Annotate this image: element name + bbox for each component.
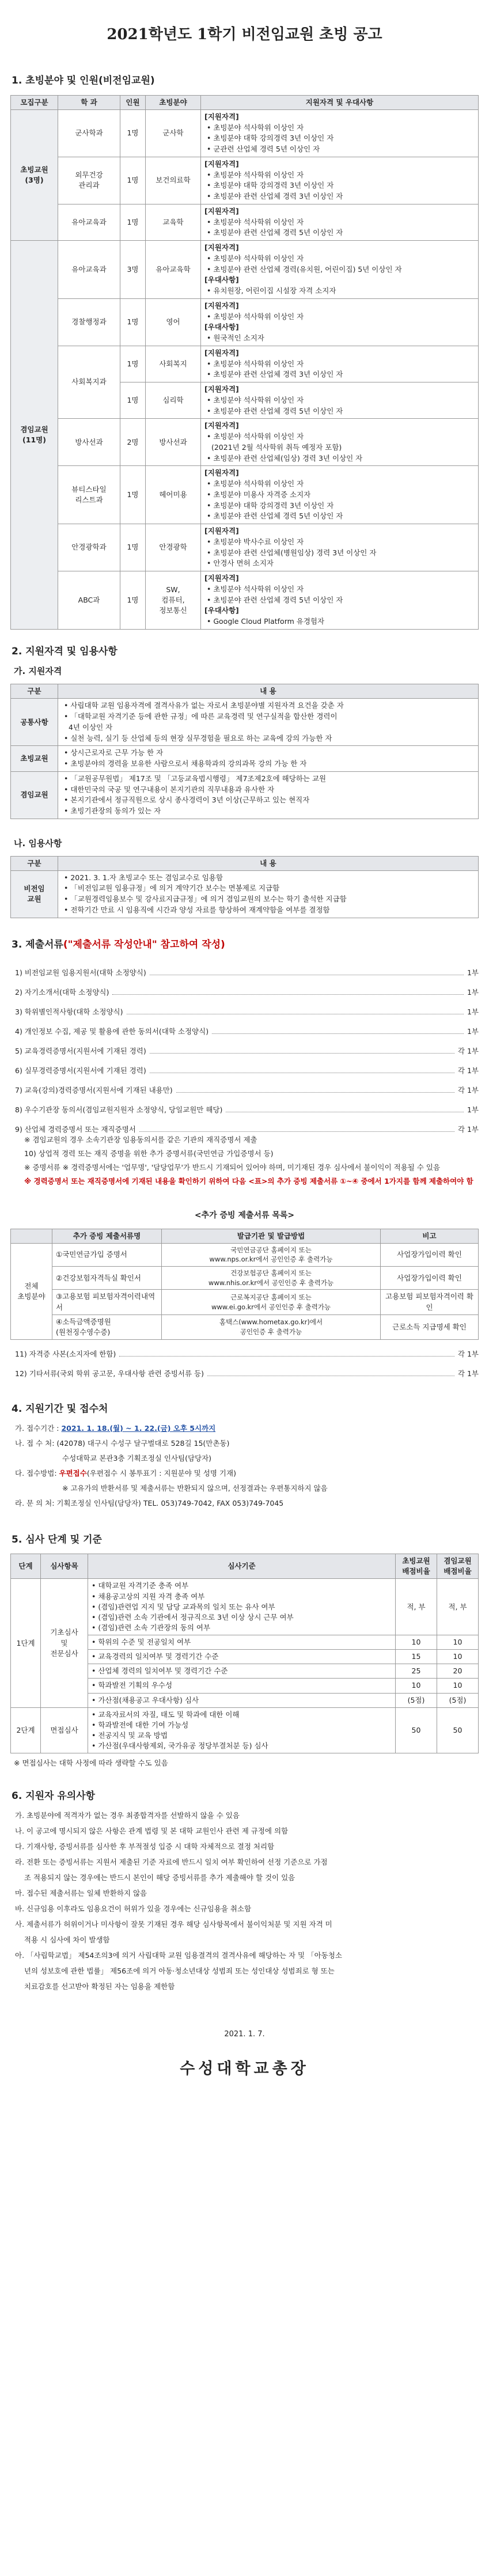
group-label: 겸임교원 (11명) [11, 241, 58, 630]
applicant-note: 사. 제출서류가 허위이거나 미사항이 잘못 기재된 경우 해당 심사항목에서 불이익처분 및 지원 자격 미 [15, 1919, 332, 1929]
document-name: 12) 기타서류(국외 학위 공고문, 우대사항 관련 증빙서류 등) [15, 1369, 204, 1378]
dot-leader [119, 1356, 454, 1357]
qual-line: • 초빙분야 석사학위 이상인 자 [207, 395, 304, 404]
qualification-cell [201, 571, 479, 630]
qual-line: • 초빙분야 관련 산업체 경력 3년 이상인 자 [207, 192, 343, 201]
row-content [58, 771, 479, 819]
document-count: 1부 [467, 988, 479, 997]
section-5-title: 5. 심사 단계 및 기준 [12, 1533, 102, 1545]
apply-item [10, 1423, 479, 1438]
qual-line: • 초빙분야 석사학위 이상인 자 [207, 312, 304, 321]
count-cell: 1명 [120, 109, 146, 157]
documents-list-after [10, 1340, 479, 1379]
apply-item [10, 1483, 479, 1498]
document-item [15, 1076, 479, 1096]
count-cell: 1명 [120, 382, 146, 419]
dept-cell: 방사선과 [58, 419, 120, 466]
qual-line: • 초빙분야 석사학위 이상인 자 [207, 123, 304, 132]
count-cell: 3명 [120, 241, 146, 299]
col-header-score-b: 겸임교원 배점비율 [437, 1554, 479, 1579]
qual-heading: [지원자격] [204, 468, 239, 478]
qualification-cell [201, 524, 479, 571]
qualification-cell [201, 204, 479, 240]
apply-highlight: 우편접수 [59, 1468, 87, 1478]
apply-text: 수성대학교 본관3층 기획조정실 인사팀(담당자) [62, 1453, 212, 1463]
dept-cell: 사회복지과 [58, 346, 120, 419]
issuer-cell: 국민연금공단 홈페이지 또는 www.nps.or.kr에서 공인인증 후 출력가능 [162, 1243, 381, 1266]
issue-date: 2021. 1. 7. [224, 2029, 265, 2039]
document-item [15, 1017, 479, 1037]
apply-text: 가. 접수기간 : [15, 1423, 62, 1433]
col-header-count: 인원 [120, 95, 146, 109]
score-b-cell: 50 [437, 1707, 479, 1753]
doc-name-cell: ④소득금액증명원 (원천징수영수증) [52, 1314, 162, 1339]
note-cell: 사업장가입이력 확인 [381, 1267, 479, 1290]
table-row [11, 699, 479, 746]
field-cell: 교육학 [146, 204, 201, 240]
qual-heading: [지원자격] [204, 421, 239, 430]
qualification-cell [201, 298, 479, 346]
position-row [11, 109, 479, 157]
content-line: • 실천 능력, 실기 등 산업체 등의 현장 실무경험을 필요로 하는 교육에 강의 가능한 자 [64, 733, 332, 743]
qualification-cell [201, 241, 479, 299]
extra-docs-table [10, 1229, 479, 1340]
qual-line: • 초빙분야 대학 강의경력 3년 이상인 자 [207, 501, 334, 510]
content-line: • 「대학교원 자격기준 등에 관한 규정」에 따른 교육경력 및 연구실적을 합산한 경력이 [64, 712, 338, 721]
score-a-cell: 10 [396, 1679, 437, 1693]
qual-line: • 초빙분야 박사수료 이상인 자 [207, 537, 304, 546]
document-name: 3) 학위별인적사항(대학 소정양식) [15, 1007, 123, 1017]
field-cell: 영어 [146, 298, 201, 346]
document-count: 1부 [467, 1007, 479, 1017]
qual-line: • 초빙분야 관련 산업체 경력(유치원, 어린이집) 5년 이상인 자 [207, 264, 402, 274]
section-3-title-text: 3. 제출서류 [12, 938, 63, 950]
row-label: 초빙교원 [11, 746, 58, 772]
document-count: 각 1부 [457, 1086, 479, 1095]
position-row [11, 346, 479, 382]
document-item [15, 998, 479, 1017]
row-content [58, 699, 479, 746]
qual-line: • 초빙분야 석사학위 이상인 자 [207, 432, 304, 441]
content-line: • 초빙기관장의 동의가 있는 자 [64, 806, 161, 816]
screening-row [11, 1707, 479, 1753]
section-3-title-ref: ("제출서류 작성안내" 참고하여 작성) [63, 938, 225, 950]
qual-line: • 초빙분야 관련 산업체(병원임상) 경력 3년 이상인 자 [207, 548, 377, 557]
col-header-field: 초빙분야 [146, 95, 201, 109]
apply-text: 라. 문 의 처: 기획조정실 인사팀(담당자) TEL. 053)749-7042, FAX 053)749-7045 [15, 1498, 284, 1507]
col-header-content: 내 용 [58, 856, 479, 870]
col-header-content: 내 용 [58, 684, 479, 699]
criteria-cell: • 산업체 경력의 일치여부 및 경력기간 수준 [88, 1664, 396, 1679]
qual-line: • 초빙분야 미용사 자격증 소지자 [207, 490, 311, 499]
category-cell: 기초심사 및 전문심사 [41, 1579, 88, 1707]
applicant-note: 적용 시 심사에 차이 발생함 [15, 1935, 110, 1944]
qual-line: • 초빙분야 관련 산업체 경력 5년 이상인 자 [207, 595, 343, 604]
row-label: 공통사항 [11, 699, 58, 746]
qual-line: • 초빙분야 석사학위 이상인 자 [207, 584, 304, 593]
applicant-notes-list [10, 1810, 479, 1997]
criteria-cell: • 학과발전 기획의 우수성 [88, 1679, 396, 1693]
applicant-note: 년의 성보호에 관한 법률」 제56조에 의거 아동·청소년대상 성범죄 또는 성인대상 성범죄로 형 또는 [15, 1966, 335, 1975]
col-header-type: 구분 [11, 684, 58, 699]
position-row [11, 571, 479, 630]
applicant-note: 라. 전환 또는 증빙서류는 지원서 제출된 기준 자료에 반드시 일치 여부 확인하여 선정 기준으로 가점 [15, 1857, 328, 1866]
qual-line: • 초빙분야 관련 산업체 경력 3년 이상인 자 [207, 370, 343, 379]
col-header-category: 모집구분 [11, 95, 58, 109]
section-6-title: 6. 지원자 유의사항 [12, 1790, 96, 1802]
group-label: 전체 초빙분야 [11, 1243, 52, 1339]
qual-line: • 초빙분야 관련 산업체 경력 5년 이상인 자 [207, 406, 343, 415]
score-b-cell: 10 [437, 1635, 479, 1650]
content-line: • 「교원공무원법」 제17조 및 「고등교육법시행령」 제7조제2호에 해당하는 교원 [64, 774, 327, 783]
document-name: 11) 자격증 사본(소지자에 한함) [15, 1349, 116, 1358]
position-row [11, 419, 479, 466]
eligibility-table [10, 684, 479, 819]
document-name: 2) 자기소개서(대학 소정양식) [15, 988, 109, 997]
col-header-qual: 지원자격 및 우대사항 [201, 95, 479, 109]
score-a-cell: 50 [396, 1707, 437, 1753]
field-cell: 심리학 [146, 382, 201, 419]
document-count: 1부 [467, 1027, 479, 1036]
qual-heading: [지원자격] [204, 348, 239, 357]
applicant-note: 나. 이 공고에 명시되지 않은 사항은 관계 법령 및 본 대학 교원인사 관련 제 규정에 의함 [15, 1826, 289, 1835]
criteria-cell: • 학위의 수준 및 전공일치 여부 [88, 1635, 396, 1650]
section-1-title: 1. 초빙분야 및 인원(비전임교원) [12, 75, 155, 86]
qual-line: • 원국적인 소지자 [207, 334, 264, 343]
warning-note: ※ 경력증명서 또는 재직증명서에 기재된 내용을 확인하기 위하여 다음 <표>의 추가 증빙 제출서류 ①~④ 중에서 1가지를 함께 제출하여야 함 [24, 1177, 473, 1186]
col-header-dept: 학 과 [58, 95, 120, 109]
issuer-name: 수성대학교총장 [180, 2059, 309, 2078]
score-b-cell: 적, 부 [437, 1579, 479, 1635]
doc-name-cell: ①국민연금가입 증명서 [52, 1243, 162, 1266]
doc-name-cell: ②건강보험자격득실 확인서 [52, 1267, 162, 1290]
extra-doc-row [11, 1267, 479, 1290]
extra-doc-row [11, 1314, 479, 1339]
apply-text: ※ 고유가의 반환서류 및 제출서류는 반환되지 않으며, 선정결과는 우편통지하지 않음 [62, 1483, 328, 1492]
documents-notes [10, 1135, 479, 1190]
appointment-table [10, 856, 479, 918]
dept-cell: 유아교육과 [58, 204, 120, 240]
apply-text: 나. 접 수 처: (42078) 대구시 수성구 달구벌대로 528길 15(만촌동) [15, 1438, 230, 1448]
score-b-cell: 20 [437, 1664, 479, 1679]
document-item [15, 1056, 479, 1076]
qual-line: • 초빙분야 석사학위 이상인 자 [207, 253, 304, 263]
extra-doc-row [11, 1290, 479, 1314]
col-header-item: 심사항목 [41, 1554, 88, 1579]
dept-cell: ABC과 [58, 571, 120, 630]
document-count: 각 1부 [457, 1047, 479, 1056]
apply-item [10, 1468, 479, 1483]
document-item [15, 1340, 479, 1359]
stage-cell: 1단계 [11, 1579, 41, 1707]
document-name: 7) 교육(강의)경력증명서(지원서에 기재된 내용만) [15, 1086, 173, 1095]
dot-leader [150, 1053, 454, 1054]
dot-leader [176, 1092, 454, 1093]
dot-leader [139, 1131, 454, 1132]
score-a-cell: (5점) [396, 1693, 437, 1707]
apply-text: 다. 접수방법: [15, 1468, 59, 1478]
position-row [11, 524, 479, 571]
position-row [11, 204, 479, 240]
applicant-note: 바. 신규임용 이후라도 임용요건이 허위가 있을 경우에는 신규임용을 취소함 [15, 1904, 252, 1913]
table-row [11, 870, 479, 918]
note-cell: 고용보험 피보험자격이력 확인 [381, 1290, 479, 1314]
apply-text-post: (우편접수 시 봉투표기 : 지원분야 및 성명 기재) [86, 1468, 236, 1478]
document-count: 1부 [467, 968, 479, 978]
qual-line: • 유치원장, 어린이집 시설장 자격 소지자 [207, 286, 336, 296]
qual-line: • 초빙분야 석사학위 이상인 자 [207, 359, 304, 368]
content-line: • 「비전임교원 임용규정」에 의거 계약기간 보수는 면봉제로 지급함 [64, 884, 280, 893]
qual-heading: [지원자격] [204, 112, 239, 121]
content-line: • 「교원경력임용보수 및 강사료지급규정」에 의거 겸임교원의 보수는 학기 출석한 지급함 [64, 895, 347, 904]
note-cell: 사업장가입이력 확인 [381, 1243, 479, 1266]
screening-row [11, 1579, 479, 1635]
field-cell: 헤어미용 [146, 466, 201, 524]
content-line: • 본지기관에서 정규직원으로 상시 종사경력이 3년 이상(근무하고 있는 현직자 [64, 795, 310, 805]
dept-cell: 뷰티스타일 리스트과 [58, 466, 120, 524]
document-count: 1부 [467, 1105, 479, 1115]
position-row [11, 466, 479, 524]
score-a-cell: 10 [396, 1635, 437, 1650]
qual-heading: [지원자격] [204, 526, 239, 536]
document-count: 각 1부 [457, 1125, 479, 1134]
applicant-note: 조 적용되지 않는 경우에는 반드시 본인이 해당 증빙서류를 추가 제출해야 할 것이 있음 [15, 1873, 295, 1882]
score-a-cell: 적, 부 [396, 1579, 437, 1635]
positions-table [10, 95, 479, 630]
applicant-note: 마. 접수된 제출서류는 일체 반환하지 않음 [15, 1888, 147, 1897]
score-b-cell: 10 [437, 1679, 479, 1693]
dept-cell: 외무건강 관리과 [58, 157, 120, 204]
applicant-note: 아. 「사립학교법」 제54조의3에 의거 사립대학 교원 임용결격의 결격사유에 해당하는 자 및 「아동청소 [15, 1950, 342, 1960]
field-cell: SW, 컴퓨터, 정보통신 [146, 571, 201, 630]
extra-docs-title: <추가 증빙 제출서류 목록> [194, 1211, 295, 1221]
col-header-type: 구분 [11, 856, 58, 870]
qual-line: • 초빙분야 대학 강의경력 3년 이상인 자 [207, 181, 334, 190]
applicant-note: 치료감호를 선고받아 확정된 자는 임용을 제한함 [15, 1982, 175, 1991]
field-cell: 사회복지 [146, 346, 201, 382]
count-cell: 1명 [120, 524, 146, 571]
qual-line: • 초빙분야 대학 강의경력 3년 이상인 자 [207, 134, 334, 143]
col-header-issuer: 발급기관 및 발급방법 [162, 1229, 381, 1243]
count-cell: 1명 [120, 571, 146, 630]
document-name: 1) 비전임교원 임용지원서(대학 소정양식) [15, 968, 146, 978]
documents-list [10, 959, 479, 1135]
dept-cell: 유아교육과 [58, 241, 120, 299]
row-content [58, 870, 479, 918]
document-count: 각 1부 [457, 1369, 479, 1378]
qual-heading: [우대사항] [204, 323, 239, 332]
doc-name-cell: ③고용보험 피보험자격이력내역서 [52, 1290, 162, 1314]
field-cell: 군사학 [146, 109, 201, 157]
screening-table [10, 1554, 479, 1753]
issuer-cell: 홈택스(www.hometax.go.kr)에서 공인인증 후 출력가능 [162, 1314, 381, 1339]
stage-cell: 2단계 [11, 1707, 41, 1753]
criteria-cell: • 교육자료서의 자질, 태도 및 학과에 대한 이해 • 학과발전에 대한 기여 가능성 • 전공지식 및 교육 방법 • 가산점(우대사항제외, 국가유공 정당부결처분 등) 심사 [88, 1707, 396, 1753]
document-item [15, 1037, 479, 1056]
count-cell: 1명 [120, 157, 146, 204]
document-name: 5) 교육경력증명서(지원서에 기재된 경력) [15, 1047, 146, 1056]
document-item [15, 1115, 479, 1135]
position-row [11, 241, 479, 299]
content-line: • 전학기간 만료 시 임용직에 시간과 양성 자료를 향상하여 재계약함을 여부를 결정함 [64, 905, 330, 914]
section-2-title: 2. 지원자격 및 임용사항 [12, 645, 117, 657]
count-cell: 2명 [120, 419, 146, 466]
note-cell: 근로소득 지급명세 확인 [381, 1314, 479, 1339]
qual-line: • 초빙분야 관련 산업체(임상) 경력 3년 이상인 자 [207, 453, 363, 463]
screening-note: ※ 면접심사는 대학 사정에 따라 생략할 수도 있음 [14, 1759, 168, 1768]
section-3-title [12, 938, 479, 952]
row-label: 비전임 교원 [11, 870, 58, 918]
qualification-cell [201, 109, 479, 157]
applicant-note: 가. 초빙분야에 적격자가 없는 경우 최종합격자를 선발하지 않을 수 있음 [15, 1810, 240, 1820]
table-row [11, 771, 479, 819]
content-line: • 대한민국의 국공 및 연구내용이 본지기관의 직무내용과 유사한 자 [64, 785, 275, 794]
apply-highlight: 2021. 1. 18.(월) ~ 1. 22.(금) 오후 5시까지 [61, 1423, 216, 1433]
document-name: 8) 우수기관장 동의서(겸임교원지원자 소정양식, 당일교원만 해당) [15, 1105, 223, 1115]
position-row [11, 298, 479, 346]
criteria-cell: • 가산점(채용공고 우대사항) 심사 [88, 1693, 396, 1707]
dept-cell: 군사학과 [58, 109, 120, 157]
document-count: 각 1부 [457, 1349, 479, 1358]
qual-line: • 군관련 산업체 경력 5년 이상인 자 [207, 145, 320, 154]
position-row [11, 157, 479, 204]
document-title: 2021학년도 1학기 비전임교원 초빙 공고 [107, 26, 382, 43]
criteria-cell: • 교육경력의 일치여부 및 경력기간 수준 [88, 1650, 396, 1664]
count-cell: 1명 [120, 346, 146, 382]
document-name: 9) 산업체 경력증명서 또는 재직증명서 [15, 1125, 136, 1134]
qual-line: • 초빙분야 관련 산업체 경력 5년 이상인 자 [207, 512, 343, 521]
field-cell: 보건의료학 [146, 157, 201, 204]
count-cell: 1명 [120, 298, 146, 346]
applicant-note: 다. 기재사항, 증빙서류를 심사한 후 부적절성 입증 시 대학 자체적으로 결정 처리함 [15, 1842, 275, 1851]
note-line: 10) 상업적 경력 또는 재직 증명을 위한 추가 증명서류(국민연금 가입증명서 등) [24, 1149, 274, 1158]
qual-line: (2021년 2월 석사학위 취득 예정자 포함) [207, 442, 342, 452]
qual-heading: [지원자격] [204, 159, 239, 168]
qual-line: • Google Cloud Platform 유경험자 [207, 617, 325, 626]
score-a-cell: 15 [396, 1650, 437, 1664]
dept-cell: 안경광학과 [58, 524, 120, 571]
qualification-cell [201, 419, 479, 466]
count-cell: 1명 [120, 204, 146, 240]
section-4-title: 4. 지원기간 및 접수처 [12, 1403, 108, 1415]
col-header-doc-name: 추가 증빙 제출서류명 [52, 1229, 162, 1243]
content-line: • 상시근로자로 근무 가능 한 자 [64, 748, 164, 757]
apply-item [10, 1453, 479, 1468]
qualification-cell [201, 346, 479, 382]
qual-heading: [지원자격] [204, 385, 239, 394]
col-header-criteria: 심사기준 [88, 1554, 396, 1579]
qual-line: • 초빙분야 관련 산업체 경력 5년 이상인 자 [207, 228, 343, 237]
document-item [15, 1359, 479, 1379]
count-cell: 1명 [120, 466, 146, 524]
note-line: ※ 증명서류 ※ 경력증명서에는 '업무명', '담당업무'가 반드시 기재되어 있어야 하며, 미기재된 경우 심사에서 불이익이 적용될 수 있음 [24, 1163, 441, 1172]
note-line: ※ 겸임교원의 경우 소속기관장 임용동의서를 같은 기관의 재직증명서 제출 [24, 1135, 257, 1145]
score-b-cell: 10 [437, 1650, 479, 1664]
document-name: 6) 실무경력증명서(지원서에 기재된 경력) [15, 1066, 146, 1075]
group-label: 초빙교원 (3명) [11, 109, 58, 240]
qualification-cell [201, 466, 479, 524]
qual-heading: [지원자격] [204, 243, 239, 252]
issuer-cell: 근로복지공단 홈페이지 또는 www.ei.go.kr에서 공인인증 후 출력가능 [162, 1290, 381, 1314]
apply-item [10, 1438, 479, 1453]
qualification-cell [201, 382, 479, 419]
qual-heading: [지원자격] [204, 206, 239, 215]
document-item [15, 959, 479, 978]
qual-line: • 초빙분야 석사학위 이상인 자 [207, 479, 304, 488]
col-header-stage: 단계 [11, 1554, 41, 1579]
document-item [15, 978, 479, 998]
section-2a-title: 가. 지원자격 [14, 666, 62, 677]
qual-line: • 안경사 면허 소지자 [207, 559, 274, 568]
apply-item [10, 1498, 479, 1513]
apply-info-list [10, 1423, 479, 1513]
col-header-note: 비고 [381, 1229, 479, 1243]
col-header-score-a: 초빙교원 배점비율 [396, 1554, 437, 1579]
field-cell: 유아교육학 [146, 241, 201, 299]
score-a-cell: 25 [396, 1664, 437, 1679]
category-cell: 면접심사 [41, 1707, 88, 1753]
dot-leader [112, 994, 464, 995]
issuer-cell: 건강보험공단 홈페이지 또는 www.nhis.or.kr에서 공인인증 후 출력가능 [162, 1267, 381, 1290]
score-b-cell: (5점) [437, 1693, 479, 1707]
qual-line: • 초빙분야 석사학위 이상인 자 [207, 170, 304, 179]
document-item [15, 1096, 479, 1115]
content-line: • 사립대학 교원 임용자격에 결격사유가 없는 자로서 초빙분야별 지원자격 요건을 갖춘 자 [64, 701, 344, 710]
col-header-empty [11, 1229, 52, 1243]
field-cell: 방사선과 [146, 419, 201, 466]
qual-heading: [지원자격] [204, 301, 239, 310]
qual-heading: [지원자격] [204, 574, 239, 583]
field-cell: 안경광학 [146, 524, 201, 571]
dot-leader [212, 1033, 464, 1034]
qual-heading: [우대사항] [204, 606, 239, 615]
extra-doc-row [11, 1243, 479, 1266]
document-count: 각 1부 [457, 1066, 479, 1075]
qual-heading: [우대사항] [204, 275, 239, 285]
document-name: 4) 개인정보 수집, 제공 및 활용에 관한 동의서(대학 소정양식) [15, 1027, 209, 1036]
row-label: 겸임교원 [11, 771, 58, 819]
qualification-cell [201, 157, 479, 204]
table-row [11, 746, 479, 772]
row-content [58, 746, 479, 772]
criteria-cell: • 대학교원 자격기준 충족 여부 • 채용공고상의 지원 자격 충족 여부 • (겸임)관련업 지지 및 담당 교과목의 일치 또는 유사 여부 • (겸임)관련 소속 기관에서 정규직으로 3년 이상 상시 근무 여부 • (겸임)관련 소속 기관장의 동의 여부 [88, 1579, 396, 1635]
qual-line: • 초빙분야 석사학위 이상인 자 [207, 217, 304, 226]
dept-cell: 경찰행정과 [58, 298, 120, 346]
content-line: 4년 이상인 자 [64, 722, 113, 732]
content-line: • 2021. 3. 1.자 초빙교수 또는 겸임교수로 임용함 [64, 873, 223, 882]
content-line: • 초빙분야의 경력을 보유한 사람으로서 채용학과의 강의과목 강의 가능 한 자 [64, 759, 307, 768]
section-2b-title: 나. 임용사항 [14, 838, 62, 848]
